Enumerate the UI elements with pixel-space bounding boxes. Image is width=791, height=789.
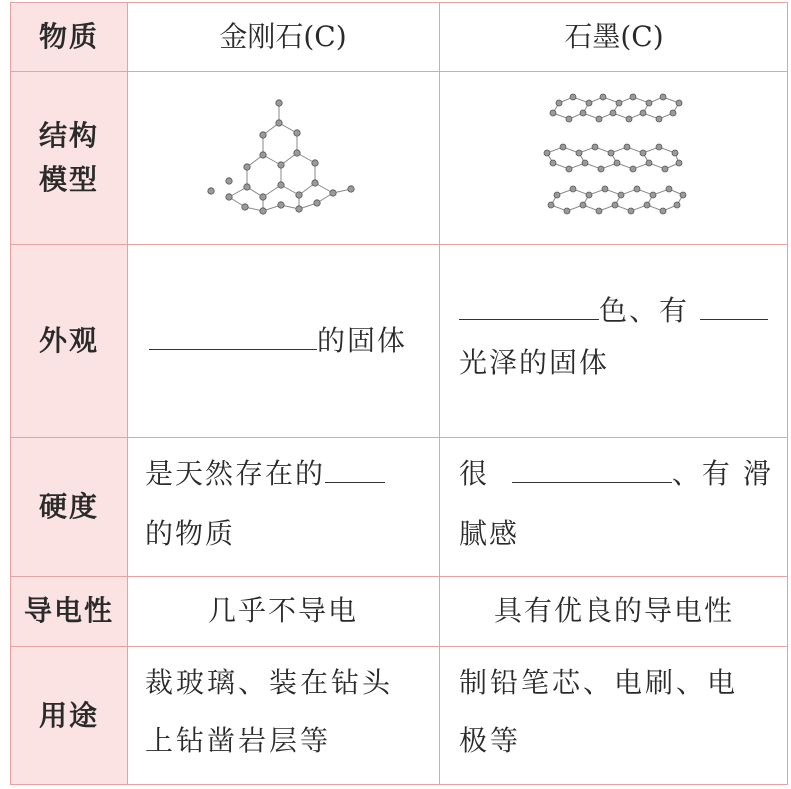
uses-diamond-line1: 裁玻璃、装在钻头 <box>145 666 394 699</box>
conductivity-diamond: 几乎不导电 <box>207 594 358 627</box>
answer-blank[interactable] <box>149 323 317 350</box>
hardness-graphite <box>439 437 789 576</box>
conductivity-graphite: 具有优良的导电性 <box>493 594 734 627</box>
hardness-label: 硬度 <box>38 489 99 523</box>
uses-label: 用途 <box>38 699 99 732</box>
appearance-diamond-suffix: 的固体 <box>317 324 408 357</box>
appearance-graphite <box>439 244 789 437</box>
answer-blank[interactable] <box>459 293 599 320</box>
appearance-graphite-part2: 光泽的固体 <box>459 346 610 379</box>
header-diamond: 金刚石(C) <box>219 20 347 53</box>
header-property-label: 物质 <box>38 20 99 53</box>
appearance-graphite-part1: 色、有 <box>599 294 690 327</box>
comparison-table <box>10 2 788 785</box>
uses-graphite-line1: 制铅笔芯、电刷、电 <box>459 666 739 699</box>
hardness-diamond-part2: 的物质 <box>145 517 236 550</box>
uses-diamond-line2: 上钻凿岩层等 <box>145 724 332 757</box>
uses-graphite <box>439 646 789 786</box>
diamond-structure-model <box>201 93 361 223</box>
structure-label-line2: 模型 <box>38 162 99 196</box>
answer-blank[interactable] <box>700 293 768 320</box>
hardness-graphite-part1: 很 <box>459 457 490 490</box>
structure-label-line1: 结构 <box>38 118 99 152</box>
row-divider <box>11 71 787 72</box>
uses-diamond <box>127 646 439 786</box>
uses-graphite-line2: 极等 <box>459 724 522 757</box>
hardness-graphite-part2: 、有 滑 <box>671 457 773 490</box>
answer-blank[interactable] <box>512 456 672 483</box>
hardness-graphite-part3: 腻感 <box>459 517 520 550</box>
conductivity-label: 导电性 <box>23 594 114 627</box>
answer-blank[interactable] <box>325 456 385 483</box>
structure-label <box>11 71 127 244</box>
header-graphite: 石墨(C) <box>564 20 664 53</box>
appearance-label: 外观 <box>38 323 99 357</box>
hardness-diamond <box>127 437 439 576</box>
graphite-structure-model <box>539 91 689 221</box>
appearance-diamond <box>127 244 439 437</box>
hardness-diamond-part1: 是天然存在的 <box>145 457 326 490</box>
